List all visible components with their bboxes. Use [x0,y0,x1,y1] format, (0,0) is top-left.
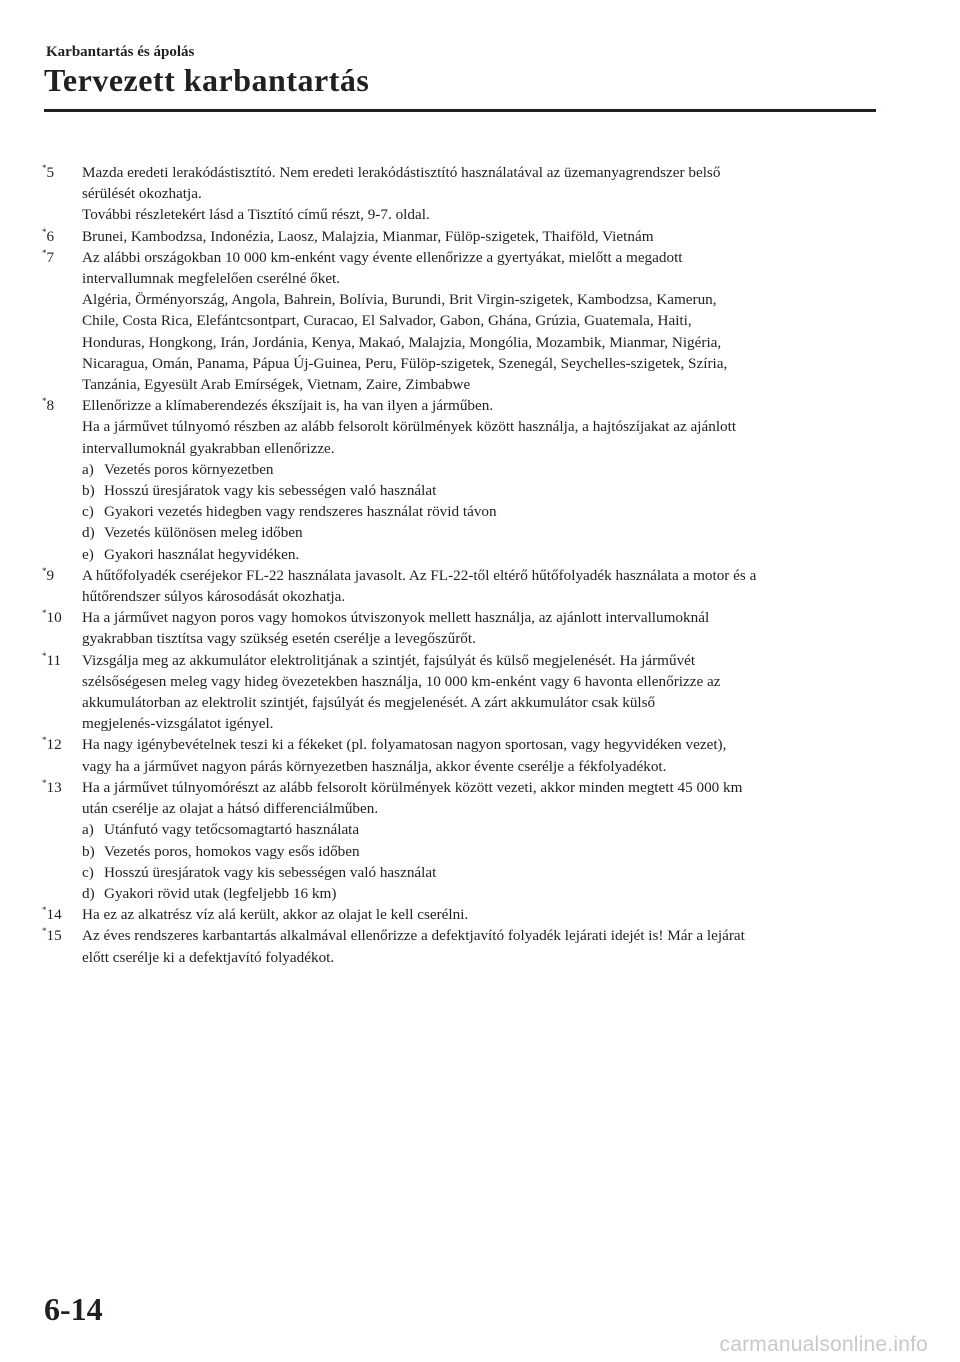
footnote-text-line: intervallumnak megfelelően cserélné őket. [82,270,341,288]
asterisk-marker: * [42,777,47,788]
footnote-7 [42,247,882,395]
footnote-list [42,162,882,968]
list-item-text: Hosszú üresjáratok vagy kis sebességen való használat [104,482,437,500]
footnote-text-line: Az alábbi országokban 10 000 km-enként vagy évente ellenőrizze a gyertyákat, mielőtt a megadott [82,248,683,266]
footnote-text-line: sérülését okozhatja. [82,185,202,203]
asterisk-marker: * [42,226,47,237]
list-item-letter: d) [82,524,95,542]
list-item [82,544,882,565]
asterisk-marker: * [42,926,47,937]
footnote-number: 15 [46,927,62,945]
footnote-5 [42,162,882,226]
footnote-text-line: hűtőrendszer súlyos károsodását okozhatja. [82,588,346,606]
footnote-text-line: Ha a járművet túlnyomórészt az alább felsorolt körülmények között vezeti, akkor minden megtett 45 000 km [82,778,743,796]
list-item-text: Gyakori vezetés hidegben vagy rendszeres használat rövid távon [104,503,497,521]
footnote-text-line: Ha a járművet nagyon poros vagy homokos útviszonyok mellett használja, az ajánlott intervallumoknál [82,609,710,627]
footnote-marker [42,777,62,798]
page-title: Tervezett karbantartás [44,62,370,98]
footnote-text-line: Mazda eredeti lerakódástisztító. Nem eredeti lerakódástisztító használatával az üzemanyagrendszer belső [82,164,721,181]
footnote-text-line: gyakrabban tisztítsa vagy szükség esetén cserélje a levegőszűrőt. [82,630,476,648]
footnote-text-line: Brunei, Kambodzsa, Indonézia, Laosz, Malajzia, Mianmar, Fülöp-szigetek, Thaiföld, Vietnám [82,227,654,245]
footnote-9 [42,565,882,607]
list-item-text: Vezetés poros, homokos vagy esős időben [104,842,360,860]
page-number: 6-14 [44,1291,103,1327]
footnote-text-line: után cserélje az olajat a hátsó differenciálműben. [82,800,379,818]
footnote-marker [42,162,54,183]
footnote-number: 11 [46,651,62,669]
list-item [82,819,882,840]
footnote-number: 9 [46,566,55,584]
footnote-text-line: További részletekért lásd a Tisztító című részt, 9-7. oldal. [82,206,430,224]
footnote-number: 6 [46,227,55,245]
section-label: Karbantartás és ápolás [46,44,195,60]
list-item-text: Gyakori rövid utak (legfeljebb 16 km) [104,884,337,902]
footnote-number: 8 [46,397,55,415]
footnote-11 [42,650,882,735]
asterisk-marker: * [42,247,47,258]
footnote-number: 13 [46,778,62,796]
list-item [82,862,882,883]
footnote-number: 10 [46,609,62,627]
footnote-number: 12 [46,736,62,754]
footnote-text-line: Ha ez az alkatrész víz alá került, akkor az olajat le kell cserélni. [82,906,469,924]
footnote-text-line: Nicaragua, Omán, Panama, Pápua Új-Guinea, Peru, Fülöp-szigetek, Szenegál, Seychelles-szigetek, Szíria, [82,354,728,372]
list-item-letter: a) [82,821,94,839]
footnote-number: 14 [46,906,62,924]
footnote-6 [42,226,882,247]
list-item-text: Vezetés poros környezetben [104,460,274,478]
footnote-marker [42,925,62,946]
asterisk-marker: * [42,735,47,746]
list-item [82,841,882,862]
list-item-letter: d) [82,884,95,902]
footnote-12 [42,734,882,776]
footnote-text-line: Tanzánia, Egyesült Arab Emírségek, Vietnam, Zaire, Zimbabwe [82,376,471,394]
footnote-text-line: Az éves rendszeres karbantartás alkalmával ellenőrizze a defektjavító folyadék lejárati idejét is! Már a lejárat [82,927,745,945]
footnote-text-line: előtt cserélje ki a defektjavító folyadékot. [82,948,335,966]
footnote-text-line: Ellenőrizze a klímaberendezés ékszíjait is, ha van ilyen a járműben. [82,397,494,415]
list-item-letter: a) [82,460,94,478]
footnote-text-line: szélsőségesen meleg vagy hideg övezetekben használja, 10 000 km-enként vagy 6 havonta ellenőrizze az [82,672,721,690]
list-item-text: Hosszú üresjáratok vagy kis sebességen való használat [104,863,437,881]
footnote-marker [42,650,61,671]
footnote-marker [42,247,54,268]
asterisk-marker: * [42,565,47,576]
footnote-marker [42,226,54,247]
footnote-8 [42,395,882,565]
footnote-10 [42,607,882,649]
list-item [82,480,882,501]
list-item-text: Gyakori használat hegyvidéken. [104,545,300,563]
footnote-text-line: A hűtőfolyadék cseréjekor FL-22 használata javasolt. Az FL-22-től eltérő hűtőfolyadék használata a motor és a [82,566,757,584]
footnote-marker [42,904,62,925]
list-item-text: Utánfutó vagy tetőcsomagtartó használata [104,821,360,839]
list-item-letter: b) [82,482,95,500]
watermark: carmanualsonline.info [719,1333,928,1356]
footnote-text-line: Ha nagy igénybevételnek teszi ki a fékeket (pl. folyamatosan nagyon sportosan, vagy hegyvidéken vezet), [82,736,727,754]
list-item-text: Vezetés különösen meleg időben [104,524,303,542]
asterisk-marker: * [42,905,47,916]
list-item [82,522,882,543]
footnote-text-line: intervallumoknál gyakrabban ellenőrizze. [82,439,335,457]
footnote-number: 5 [46,164,55,181]
footnote-marker [42,734,62,755]
list-item [82,459,882,480]
footnote-14 [42,904,882,925]
footnote-text-line: megjelenés-vizsgálatot igényel. [82,715,274,733]
footnote-text-line: Vizsgálja meg az akkumulátor elektrolitjának a szintjét, fajsúlyát és külső megjelenését. Ha járművét [82,651,696,669]
list-item [82,883,882,904]
footnote-text-line: akkumulátorban az elektrolit szintjét, fajsúlyát és megjelenését. A zárt akkumulátor csak külső [82,694,656,712]
list-item-letter: c) [82,863,94,881]
list-item [82,501,882,522]
footnote-text-line: Honduras, Hongkong, Irán, Jordánia, Kenya, Makaó, Malajzia, Mongólia, Mozambik, Mianmar, Nigéria, [82,333,722,351]
footnote-marker [42,565,54,586]
footnote-marker [42,395,54,416]
asterisk-marker: * [42,396,47,407]
footnote-text-line: vagy ha a járművet nagyon párás környezetben használja, akkor évente cserélje a fékfolyadékot. [82,757,667,775]
asterisk-marker: * [42,608,47,619]
list-item-letter: e) [82,545,94,563]
footnote-text-line: Ha a járművet túlnyomó részben az alább felsorolt körülmények között használja, a hajtószíjakat az ajánlott [82,418,737,436]
footnote-13 [42,777,882,904]
asterisk-marker: * [42,650,47,661]
footnote-text-line: Chile, Costa Rica, Elefántcsontpart, Curacao, El Salvador, Gabon, Ghána, Grúzia, Guatemala, Haiti, [82,312,692,330]
footnote-number: 7 [46,248,55,266]
footnote-text-line: Algéria, Örményország, Angola, Bahrein, Bolívia, Burundi, Brit Virgin-szigetek, Kambodzsa, Kamerun, [82,291,717,309]
asterisk-marker: * [42,163,47,173]
footnote-marker [42,607,62,628]
footnote-15 [42,925,882,967]
title-divider [44,109,876,112]
list-item-letter: b) [82,842,95,860]
list-item-letter: c) [82,503,94,521]
